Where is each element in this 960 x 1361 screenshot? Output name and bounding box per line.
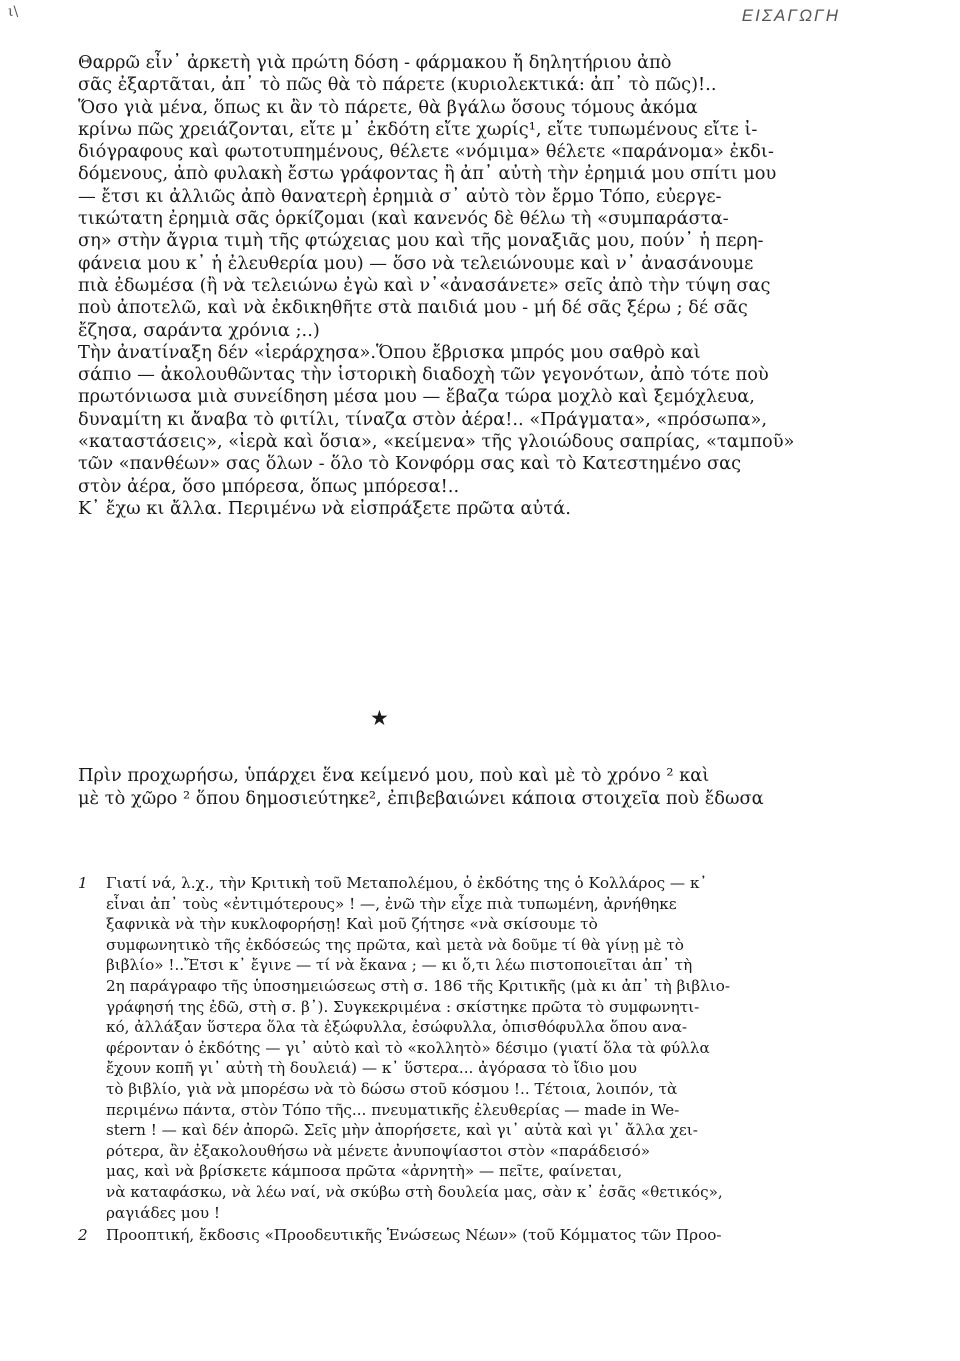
- footnote-line: ραγιάδες μου !: [106, 1203, 220, 1222]
- footnote-line: 2η παράγραφο τῆς ὑποσημειώσεως στὴ σ. 186 τῆς Κριτικῆς (μὰ κι ἀπ᾽ τὴ βιβλιο-: [106, 976, 730, 995]
- footnote-line: ξαφνικὰ νὰ τὴν κυκλοφορήσῃ! Καὶ μοῦ ζήτησε «νὰ σκίσουμε τὸ: [106, 915, 598, 934]
- text-line: Θαρρῶ εἶν᾽ ἀρκετὴ γιὰ πρώτη δόση - φάρμακου ἤ δηλητήριου ἀπὸ: [78, 52, 672, 73]
- text-line: ποὺ ἀποτελῶ, καὶ νὰ ἐκδικηθῆτε στὰ παιδιά μου - μή δέ σᾶς ξέρω ; δέ σᾶς: [78, 297, 748, 319]
- text-line: τικώτατη ἐρημιὰ σᾶς ὁρκίζομαι (καὶ κανενός δὲ θέλω τὴ «συμπαράστα-: [78, 208, 729, 230]
- text-line: τῶν «πανθέων» σας ὅλων - ὅλο τὸ Κονφόρμ σας καὶ τὸ Κατεστημένο σας: [78, 453, 742, 475]
- running-head: ΕΙΣΑΓΩΓΗ: [741, 6, 840, 25]
- text-line: κρίνω πῶς χρειάζονται, εἴτε μ᾽ ἐκδότη εἴτε χωρίς¹, εἴτε τυπωμένους εἴτε ἰ-: [78, 118, 758, 140]
- text-line: σᾶς ἐξαρτᾶται, ἀπ᾽ τὸ πῶς θὰ τὸ πάρετε (κυριολεκτικά: ἀπ᾽ τὸ πῶς)!..: [78, 74, 717, 96]
- footnote-line: τὸ βιβλίο, γιὰ νὰ μπορέσω νὰ τὸ δώσω στοῦ κόσμου !.. Τέτοια, λοιπόν, τὰ: [106, 1079, 678, 1098]
- text-line: «καταστάσεις», «ἱερὰ καὶ ὅσια», «κείμενα» τῆς γλοιώδους σαπρίας, «ταμποῦ»: [78, 431, 795, 453]
- text-line: Πρὶν προχωρήσω, ὑπάρχει ἕνα κείμενό μου, ποὺ καὶ μὲ τὸ χρόνο ² καὶ: [78, 765, 710, 786]
- footnotes-block: [78, 873, 790, 1246]
- text-line: διόγραφους καὶ φωτοτυπημένους, θέλετε «νόμιμα» θέλετε «παράνομα» ἐκδι-: [78, 141, 774, 163]
- text-line: — ἔτσι κι ἀλλιῶς ἀπὸ θανατερὴ ἐρημιὰ σ᾽ αὐτὸ τὸν ἔρμο Τόπο, εὐεργε-: [78, 185, 722, 207]
- footnote-line: ἔχουν κοπῆ γι᾽ αὐτὴ τὴ δουλειά) — κ᾽ ὕστερα... ἀγόρασα τὸ ἴδιο μου: [106, 1059, 637, 1078]
- text-line: Κ᾽ ἔχω κι ἄλλα. Περιμένω νὰ εἰσπράξετε πρῶτα αὐτά.: [78, 497, 571, 519]
- text-line: πρωτόνιωσα μιὰ συνείδηση μέσα μου — ἔβαζα τώρα μοχλὸ καὶ ξεμόχλευα,: [78, 386, 755, 408]
- text-line: ση» στὴν ἄγρια τιμὴ τῆς φτώχειας μου καὶ τῆς μοναξιᾶς μου, πούν᾽ ἡ περη-: [78, 230, 764, 252]
- text-line: στὸν ἀέρα, ὅσο μπόρεσα, ὅπως μπόρεσα!..: [78, 475, 460, 497]
- footnote-line: βιβλίο» !..Ἔτσι κ᾽ ἔγινε — τί νὰ ἔκανα ; — κι ὅ,τι λέω πιστοποιεῖται ἀπ᾽ τὴ: [106, 956, 693, 975]
- footnote-text: Προοπτική, ἔκδοσις «Προοδευτικῆς Ἑνώσεως Νέων» (τοῦ Κόμματος τῶν Προο-: [106, 1226, 722, 1245]
- footnote-line: γράφησή της ἐδῶ, στὴ σ. β᾽). Συγκεκριμένα : σκίστηκε πρῶτα τὸ συμφωνητι-: [106, 997, 700, 1016]
- footnote-2-first-line: [78, 1225, 790, 1246]
- footnote-text: Γιατί νά, λ.χ., τὴν Κριτικὴ τοῦ Μεταπολέμου, ὁ ἐκδότης της ὁ Κολλάρος — κ᾽: [106, 874, 708, 892]
- footnote-number: 2: [78, 1226, 88, 1245]
- footnote-1-first-line: [78, 873, 790, 894]
- text-line: δόμενους, ἀπὸ φυλακὴ ἔστω γράφοντας ἢ ἀπ᾽ αὐτὴ τὴν ἐρημιά μου σπίτι μου: [78, 163, 777, 185]
- footnote-line: stern ! — καὶ δέν ἀπορῶ. Σεῖς μὴν ἀπορήσετε, καὶ γι᾽ αὐτὰ καὶ γι᾽ ἄλλα χει-: [106, 1121, 698, 1140]
- footnote-line: κό, ἀλλάξαν ὕστερα ὅλα τὰ ἐξώφυλλα, ἐσώφυλλα, ὀπισθόφυλλα ὅπου ανα-: [106, 1018, 687, 1037]
- footnote-line: ρότερα, ἂν ἐξακολουθήσω νὰ μένετε ἀνυποψίαστοι στὸν «παράδεισό»: [106, 1141, 651, 1160]
- text-line: πιὰ ἐδωμέσα (ἢ νὰ τελειώνω ἐγὼ καὶ ν᾽«ἀνασάνετε» σεῖς ἀπὸ τὴν τύψη σας: [78, 274, 771, 296]
- footnote-line: περιμένω πάντα, στὸν Τόπο τῆς... πνευματικῆς ἐλευθερίας — made in We-: [106, 1100, 680, 1119]
- main-text-block: [78, 52, 795, 520]
- text-line: φάνεια μου κ᾽ ἡ ἐλευθερία μου) — ὅσο νὰ τελειώνουμε καὶ ν᾽ ἀνασάνουμε: [78, 252, 754, 274]
- footnote-line: νὰ καταφάσκω, νὰ λέω ναί, νὰ σκύβω στὴ δουλεία μας, σὰν κ᾽ ἐσᾶς «θετικός»,: [106, 1182, 723, 1201]
- text-line: μὲ τὸ χῶρο ² ὅπου δημοσιεύτηκε², ἐπιβεβαιώνει κάποια στοιχεῖα ποὺ ἔδωσα: [78, 787, 764, 809]
- footnote-line: εἶναι ἀπ᾽ τοὺς «ἐντιμότερους» ! —, ἐνῶ τὴν εἶχε πιὰ τυπωμένη, ἀρνήθηκε: [106, 894, 677, 913]
- text-line: ἔζησα, σαράντα χρόνια ;..): [78, 319, 320, 341]
- footnote-line: συμφωνητικὸ τῆς ἐκδόσεώς της πρῶτα, καὶ μετὰ νὰ δοῦμε τί θὰ γίνῃ μὲ τὸ: [106, 935, 684, 954]
- text-line: Τὴν ἀνατίναξη δέν «ἱεράρχησα».Ὅπου ἔβρισκα μπρός μου σαθρὸ καὶ: [78, 341, 701, 363]
- footnote-line: φέρονταν ὁ ἐκδότης — γι᾽ αὐτὸ καὶ τὸ «κολλητὸ» δέσιμο (γιατί ὅλα τὰ φύλλα: [106, 1038, 710, 1057]
- section-separator-star-icon: ★: [370, 706, 389, 730]
- text-line: σάπιο — ἀκολουθῶντας τὴν ἱστορικὴ διαδοχὴ τῶν γεγονότων, ἀπὸ τότε ποὺ: [78, 364, 769, 386]
- page-corner-mark: ι\: [8, 4, 19, 20]
- text-line: δυναμίτη κι ἄναβα τὸ φιτίλι, τίναζα στὸν ἀέρα!.. «Πράγματα», «πρόσωπα»,: [78, 408, 767, 430]
- footnote-line: μας, καὶ νὰ βρίσκετε κάμποσα πρῶτα «ἀρνητὴ» — πεῖτε, φαίνεται,: [106, 1162, 623, 1181]
- footnote-number: 1: [78, 874, 88, 892]
- text-line: Ὅσο γιὰ μένα, ὅπως κι ἂν τὸ πάρετε, θὰ βγάλω ὅσους τόμους ἀκόμα: [78, 96, 698, 118]
- second-section-text: [78, 765, 790, 810]
